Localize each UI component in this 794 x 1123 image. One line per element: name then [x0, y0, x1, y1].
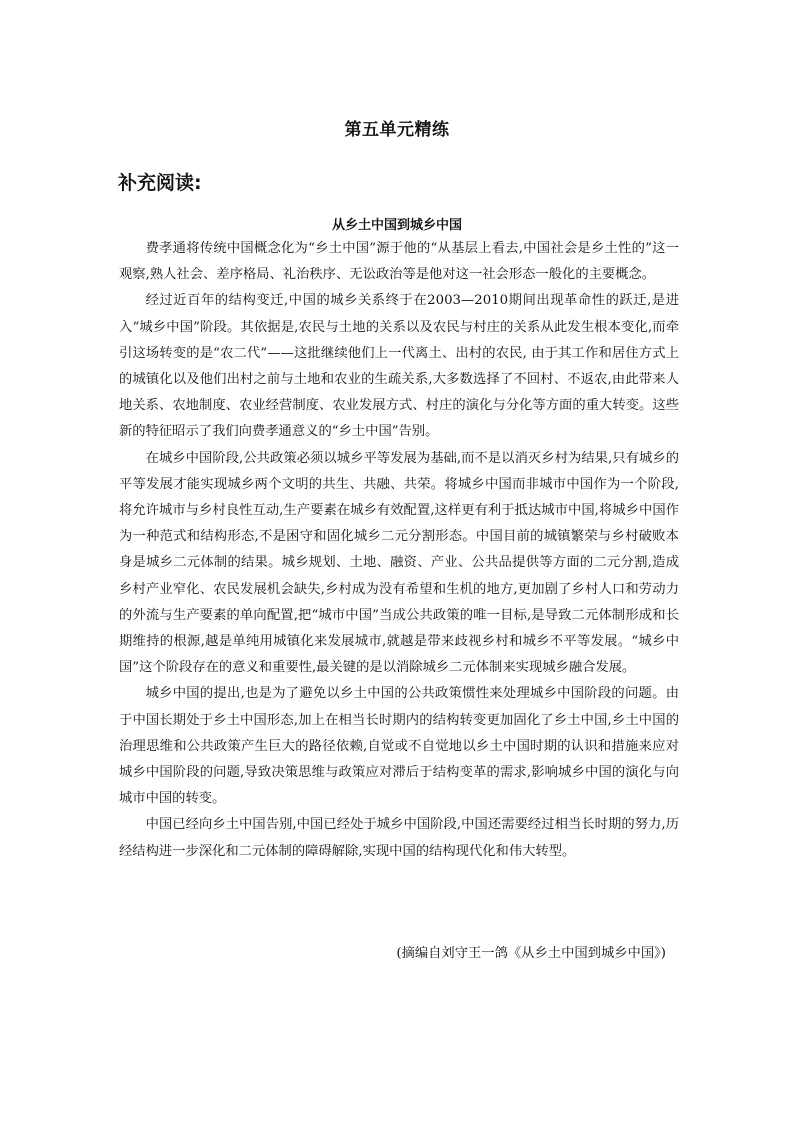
paragraph: 中国已经向乡土中国告别,中国已经处于城乡中国阶段,中国还需要经过相当长时期的努力,历经结构进一步深化和二元体制的障碍解除,实现中国的结构现代化和伟大转型。 — [119, 817, 679, 859]
paragraph: 城乡中国的提出,也是为了避免以乡土中国的公共政策惯性来处理城乡中国阶段的问题。由于中国长期处于乡土中国形态,加上在相当长时期内的结构转变更加固化了乡土中国,乡土中国的治理思维和公共政策产生巨大的路径依赖,自觉或不自觉地以乡土中国时期的认识和措施来应对城乡中国阶段的问题,导致决策思维与政策应对滞后于结构变革的需求,影响城乡中国的演化与向城市中国的转变。 — [119, 686, 679, 807]
paragraph: 经过近百年的结构变迁,中国的城乡关系终于在2003—2010期间出现革命性的跃迁,是进入“城乡中国”阶段。其依据是,农民与土地的关系以及农民与村庄的关系从此发生根本变化,而牵引这场转变的是“农二代”——这批继续他们上一代离土、出村的农民, 由于其工作和居住方式上的城镇化以及他们出村之前与土地和农业的生疏关系,大多数选择了不回村、不返农,由此带来人地关系、农地制度、农业经营制度、农业发展方式、村庄的演化与分化等方面的重大转变。这些新的特征昭示了我们向费孝通意义的“乡土中国”告别。 — [119, 293, 679, 440]
paragraph: 费孝通将传统中国概念化为“乡土中国”源于他的“从基层上看去,中国社会是乡土性的”这一观察,熟人社会、差序格局、礼治秩序、无讼政治等是他对这一社会形态一般化的主要概念。 — [119, 241, 679, 283]
source-citation: (摘编自刘守王一鸽《从乡土中国到城乡中国》) — [396, 946, 666, 961]
article-body — [119, 236, 679, 865]
article-title: 从乡土中国到城乡中国 — [331, 218, 462, 233]
section-heading: 补充阅读: — [118, 172, 202, 194]
page-title: 第五单元精练 — [344, 120, 450, 140]
paragraph: 在城乡中国阶段,公共政策必须以城乡平等发展为基础,而不是以消灭乡村为结果,只有城乡的平等发展才能实现城乡两个文明的共生、共融、共荣。将城乡中国而非城市中国作为一个阶段,将允许城市与乡村良性互动,生产要素在城乡有效配置,这样更有利于抵达城市中国,将城乡中国作为一种范式和结构形态,不是困守和固化城乡二元分割形态。中国目前的城镇繁荣与乡村破败本身是城乡二元体制的结果。城乡规划、土地、融资、产业、公共品提供等方面的二元分割,造成乡村产业窄化、农民发展机会缺失,乡村成为没有希望和生机的地方,更加剧了乡村人口和劳动力的外流与生产要素的单向配置,把“城市中国”当成公共政策的唯一目标,是导致二元体制形成和长期维持的根源,越是单纯用城镇化来发展城市,就越是带来歧视乡村和城乡不平等发展。“城乡中国”这个阶段存在的意义和重要性,最关键的是以消除城乡二元体制来实现城乡融合发展。 — [119, 450, 679, 676]
